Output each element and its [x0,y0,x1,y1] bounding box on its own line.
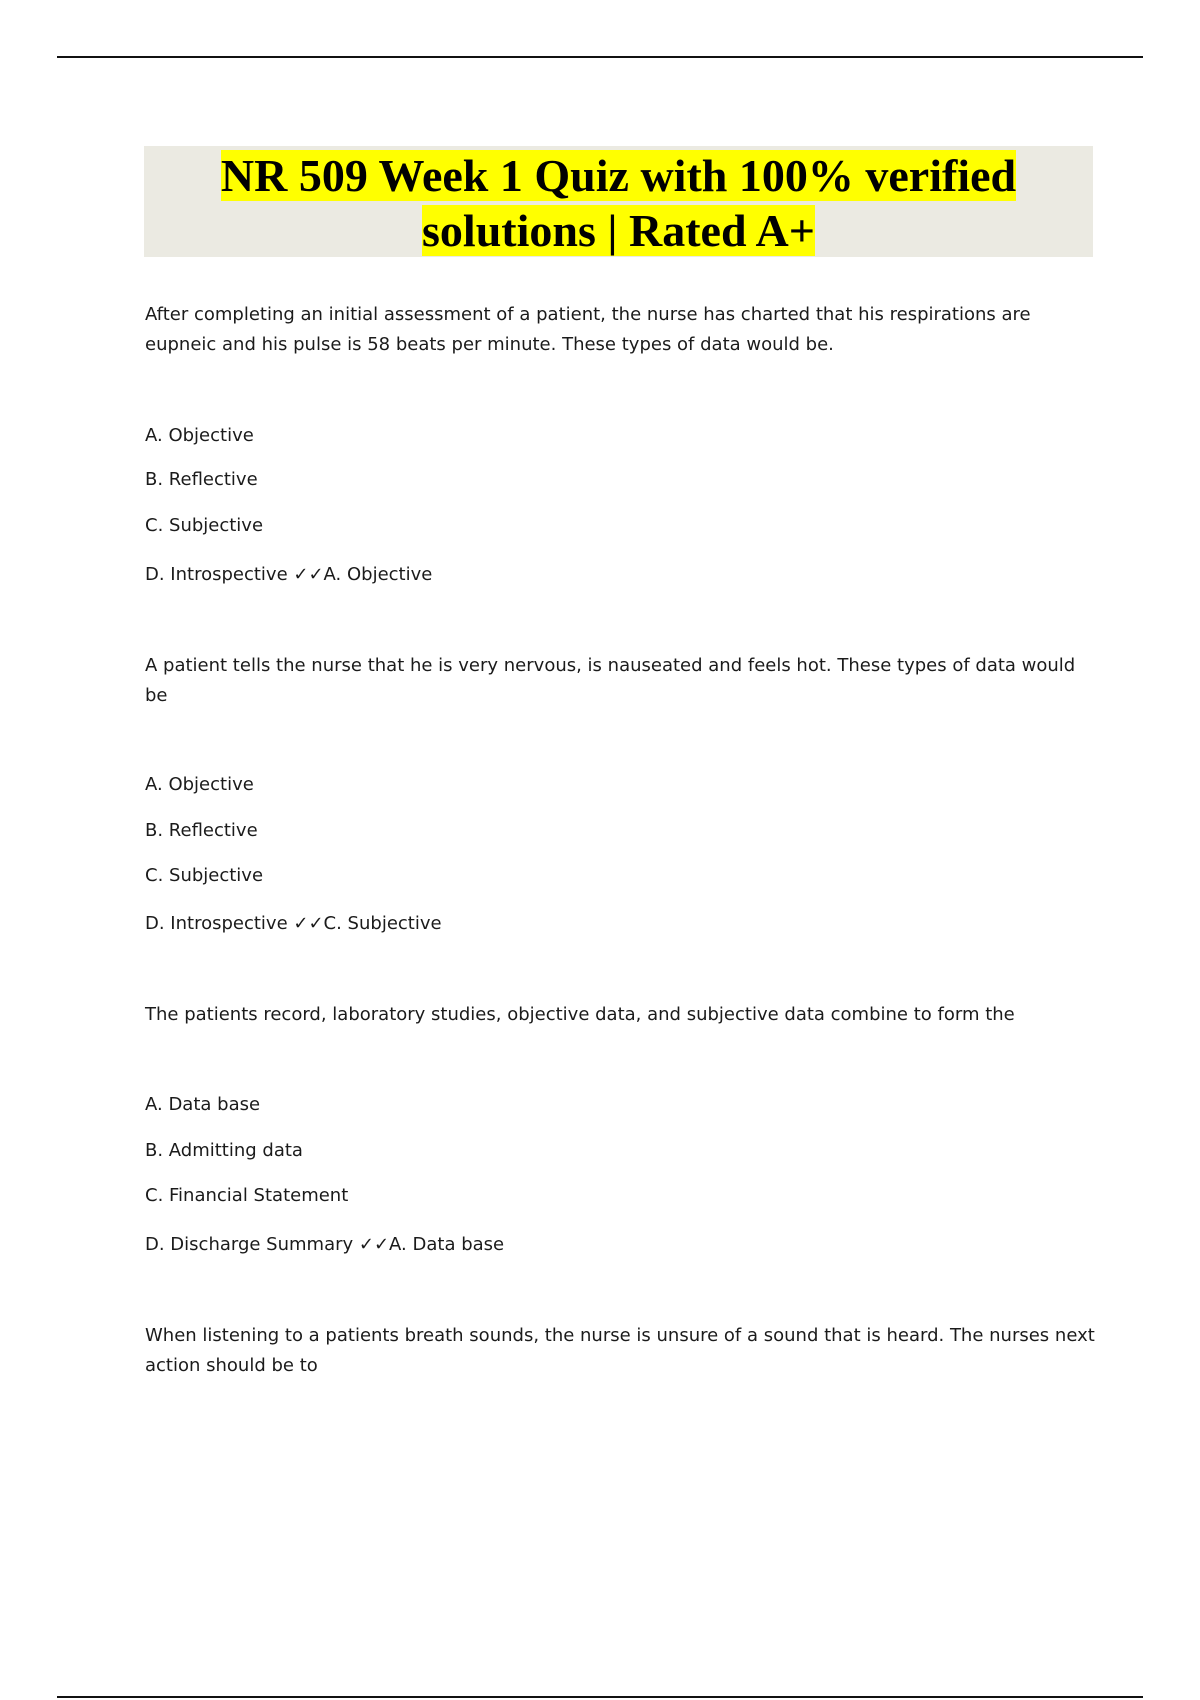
question-2-option-d-answer: D. Introspective ✓✓C. Subjective [145,913,442,934]
question-4-text: When listening to a patients breath sounds, the nurse is unsure of a sound that is heard. The nurses next action should be to [145,1325,1095,1376]
question-1-text: After completing an initial assessment of a patient, the nurse has charted that his respirations are eupneic and his pulse is 58 beats per minute. These types of data would be. [145,304,1031,355]
question-1-option-d-answer: D. Introspective ✓✓A. Objective [145,564,433,585]
question-1-option-c: C. Subjective [145,515,264,536]
question-1-option-b: B. Reflective [145,469,258,490]
question-3-option-a: A. Data base [145,1094,261,1115]
title-line-2: solutions | Rated A+ [422,205,815,256]
question-2-text: A patient tells the nurse that he is very nervous, is nauseated and feels hot. These types of data would be [145,655,1076,706]
question-2-option-b: B. Reflective [145,820,258,841]
question-3-option-b: B. Admitting data [145,1140,303,1161]
title-line-1: NR 509 Week 1 Quiz with 100% verified [220,150,1017,201]
question-2-option-c: C. Subjective [145,865,264,886]
footer-rule [57,1696,1143,1698]
document-title [144,148,1093,258]
header-rule [57,56,1143,58]
question-3-option-c: C. Financial Statement [145,1185,349,1206]
question-3-option-d-answer: D. Discharge Summary ✓✓A. Data base [145,1234,505,1255]
question-1-option-a: A. Objective [145,425,254,446]
question-3-text: The patients record, laboratory studies, objective data, and subjective data combine to form the [145,1004,1015,1025]
question-2-option-a: A. Objective [145,774,254,795]
